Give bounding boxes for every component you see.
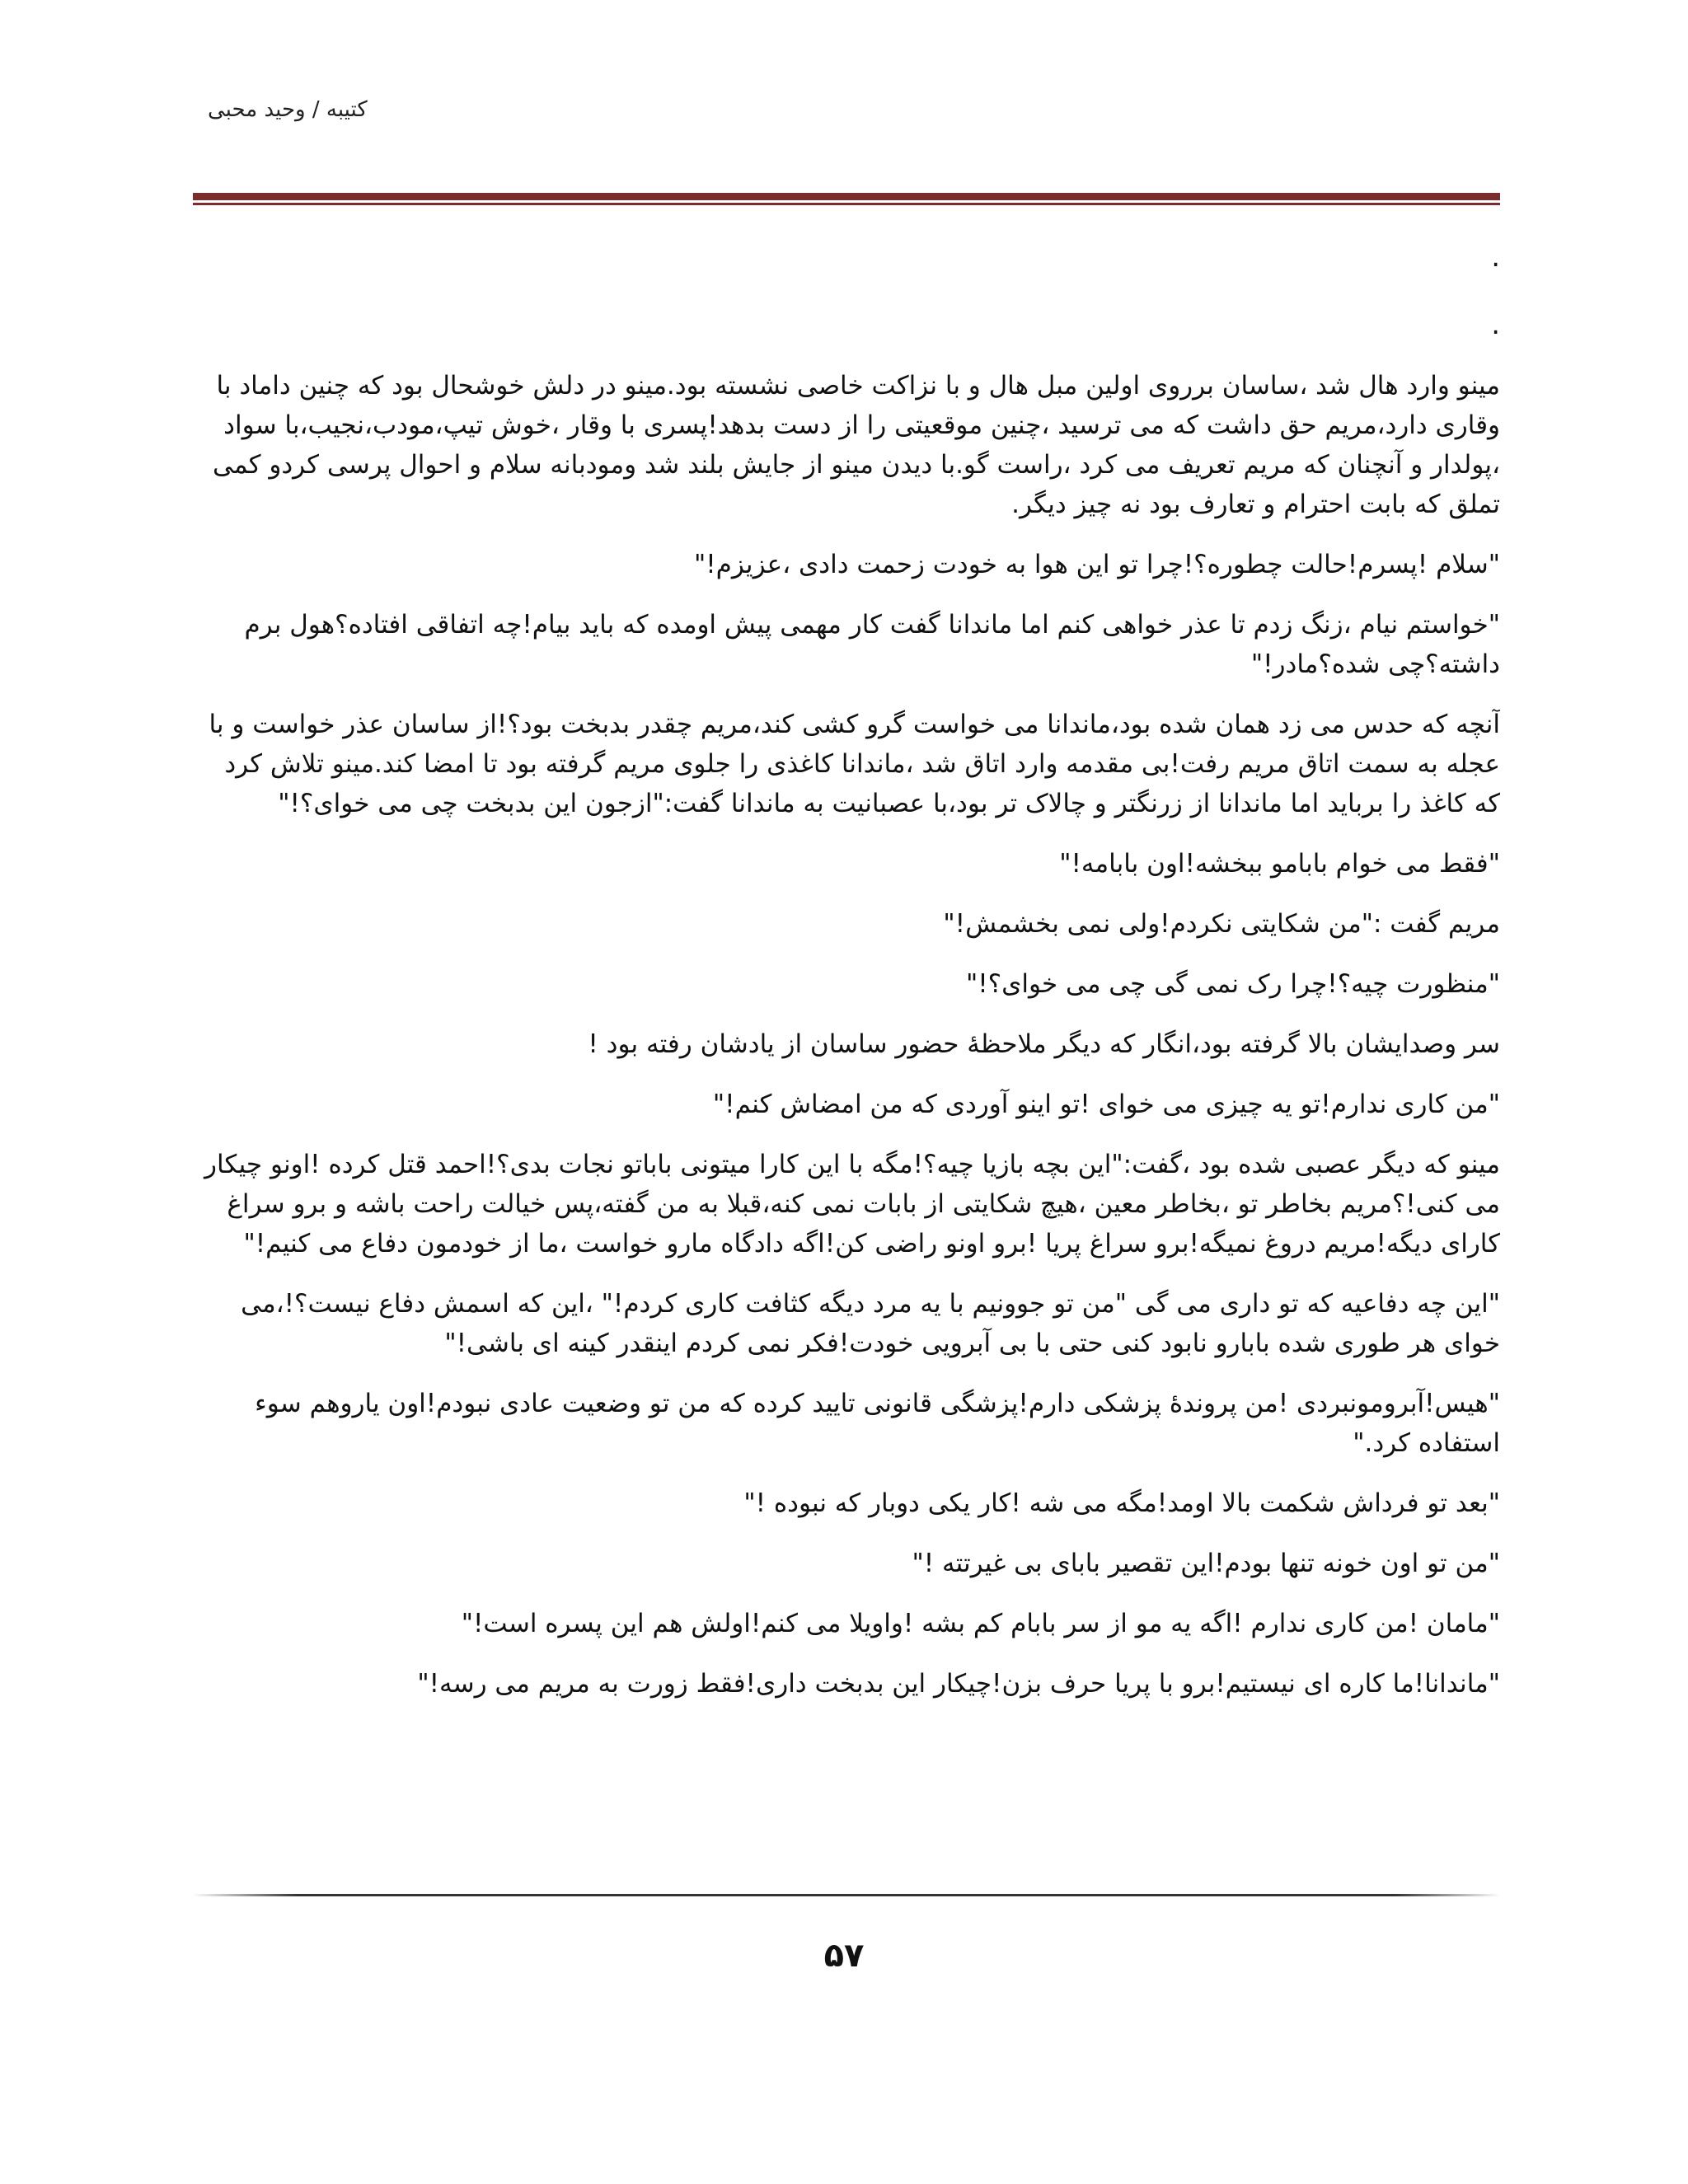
paragraph: "من کاری ندارم!تو یه چیزی می خوای !تو اینو آوردی که من امضاش کنم!" [712,1090,1500,1119]
paragraph: مریم گفت :"من شکایتی نکردم!ولی نمی بخشمش!" [943,909,1500,939]
paragraph: آنچه که حدس می زد همان شده بود،ماندانا می خواست گرو کشی کند،مریم چقدر بدبخت بود؟!از ساسان عذر خواست و با عجله به سمت اتاق مریم رفت!بی مقدمه وارد اتاق شد ،ماندانا کاغذی را جلوی مریم گرفته بود تا امضا کند.مینو تلاش کرد که کاغذ را برباید اما ماندانا از زرنگتر و چالاک تر بود،با عصبانیت به ماندانا گفت:"ازجون این بدبخت چی می خوای؟!" [209,710,1500,818]
header-rule-thin [193,203,1500,205]
running-header: کتیبه / وحید محبی [208,97,368,122]
paragraph: "مامان !من کاری ندارم !اگه یه مو از سر بابام کم بشه !واویلا می کنم!اولش هم این پسره است!" [461,1609,1500,1638]
paragraph: مینو که دیگر عصبی شده بود ،گفت:"این بچه بازیا چیه؟!مگه با این کارا میتونی باباتو نجات بدی؟!احمد قتل کرده !اونو چیکار می کنی!؟مریم بخاطر تو ،بخاطر معین ،هیچ شکایتی از بابات نمی کنه،قبلا به من گفته،پس خیالت راحت باشه و برو سراغ کارای دیگه!مریم دروغ نمیگه!برو سراغ پریا !برو اونو راضی کن!اگه دادگاه مارو خواست ،ما از خودمون دفاع می کنیم!" [204,1150,1500,1258]
paragraph: سر وصدایشان بالا گرفته بود،انگار که دیگر ملاحظهٔ حضور ساسان از یادشان رفته بود ! [588,1029,1500,1059]
paragraph: "منظورت چیه؟!چرا رک نمی گی چی می خوای؟!" [965,969,1500,999]
footer-rule [193,1894,1500,1896]
paragraph: "ماندانا!ما کاره ای نیستیم!برو با پریا حرف بزن!چیکار این بدبخت داری!فقط زورت به مریم می رسه!" [417,1669,1500,1699]
page-number: ۵۷ [823,1937,865,1975]
header-rule [193,193,1500,205]
header-rule-thick [193,193,1500,200]
paragraph: "خواستم نیام ،زنگ زدم تا عذر خواهی کنم اما ماندانا گفت کار مهمی پیش اومده که باید بیام!چه اتفاقی افتاده؟هول برم داشته؟چی شده؟مادر!" [244,610,1500,679]
separator-dot: . [1491,241,1500,274]
paragraph: "بعد تو فرداش شکمت بالا اومد!مگه می شه !کار یکی دوبار که نبوده !" [743,1488,1500,1518]
paragraph: "فقط می خوام بابامو ببخشه!اون بابامه!" [1059,849,1500,879]
paragraph: مینو وارد هال شد ،ساسان برروی اولین مبل هال و با نزاکت خاصی نشسته بود.مینو در دلش خوشحال بود که چنین داماد با وقاری دارد،مریم حق داشت که می ترسید ،چنین موقعیتی را از دست بدهد!پسری با وقار ،خوش تیپ،مودب،نجیب،با سواد ،پولدار و آنچنان که مریم تعریف می کرد ،راست گو.با دیدن مینو از جایش بلند شد ومودبانه سلام و احوال پرسی کردو کمی تملق که بابت احترام و تعارف بود نه چیز دیگر. [213,371,1500,519]
paragraph: "این چه دفاعیه که تو داری می گی "من تو جوونیم با یه مرد دیگه کثافت کاری کردم!" ،این که اسمش دفاع نیست؟!،می خوای هر طوری شده بابارو نابود کنی حتی با بی آبرویی خودت!فکر نمی کردم اینقدر کینه ای باشی!" [241,1289,1500,1358]
paragraph: "سلام !پسرم!حالت چطوره؟!چرا تو این هوا به خودت زحمت دادی ،عزیزم!" [693,550,1500,579]
paragraph: "هیس!آبرومونبردی !من پروندهٔ پزشکی دارم!پزشگی قانونی تایید کرده که من تو وضعیت عادی نبودم!اون یاروهم سوء استفاده کرد." [255,1389,1500,1458]
body-text [193,231,1500,1879]
paragraph: "من تو اون خونه تنها بودم!این تقصیر بابای بی غیرتته !" [912,1549,1500,1578]
separator-dot: . [1491,308,1500,341]
